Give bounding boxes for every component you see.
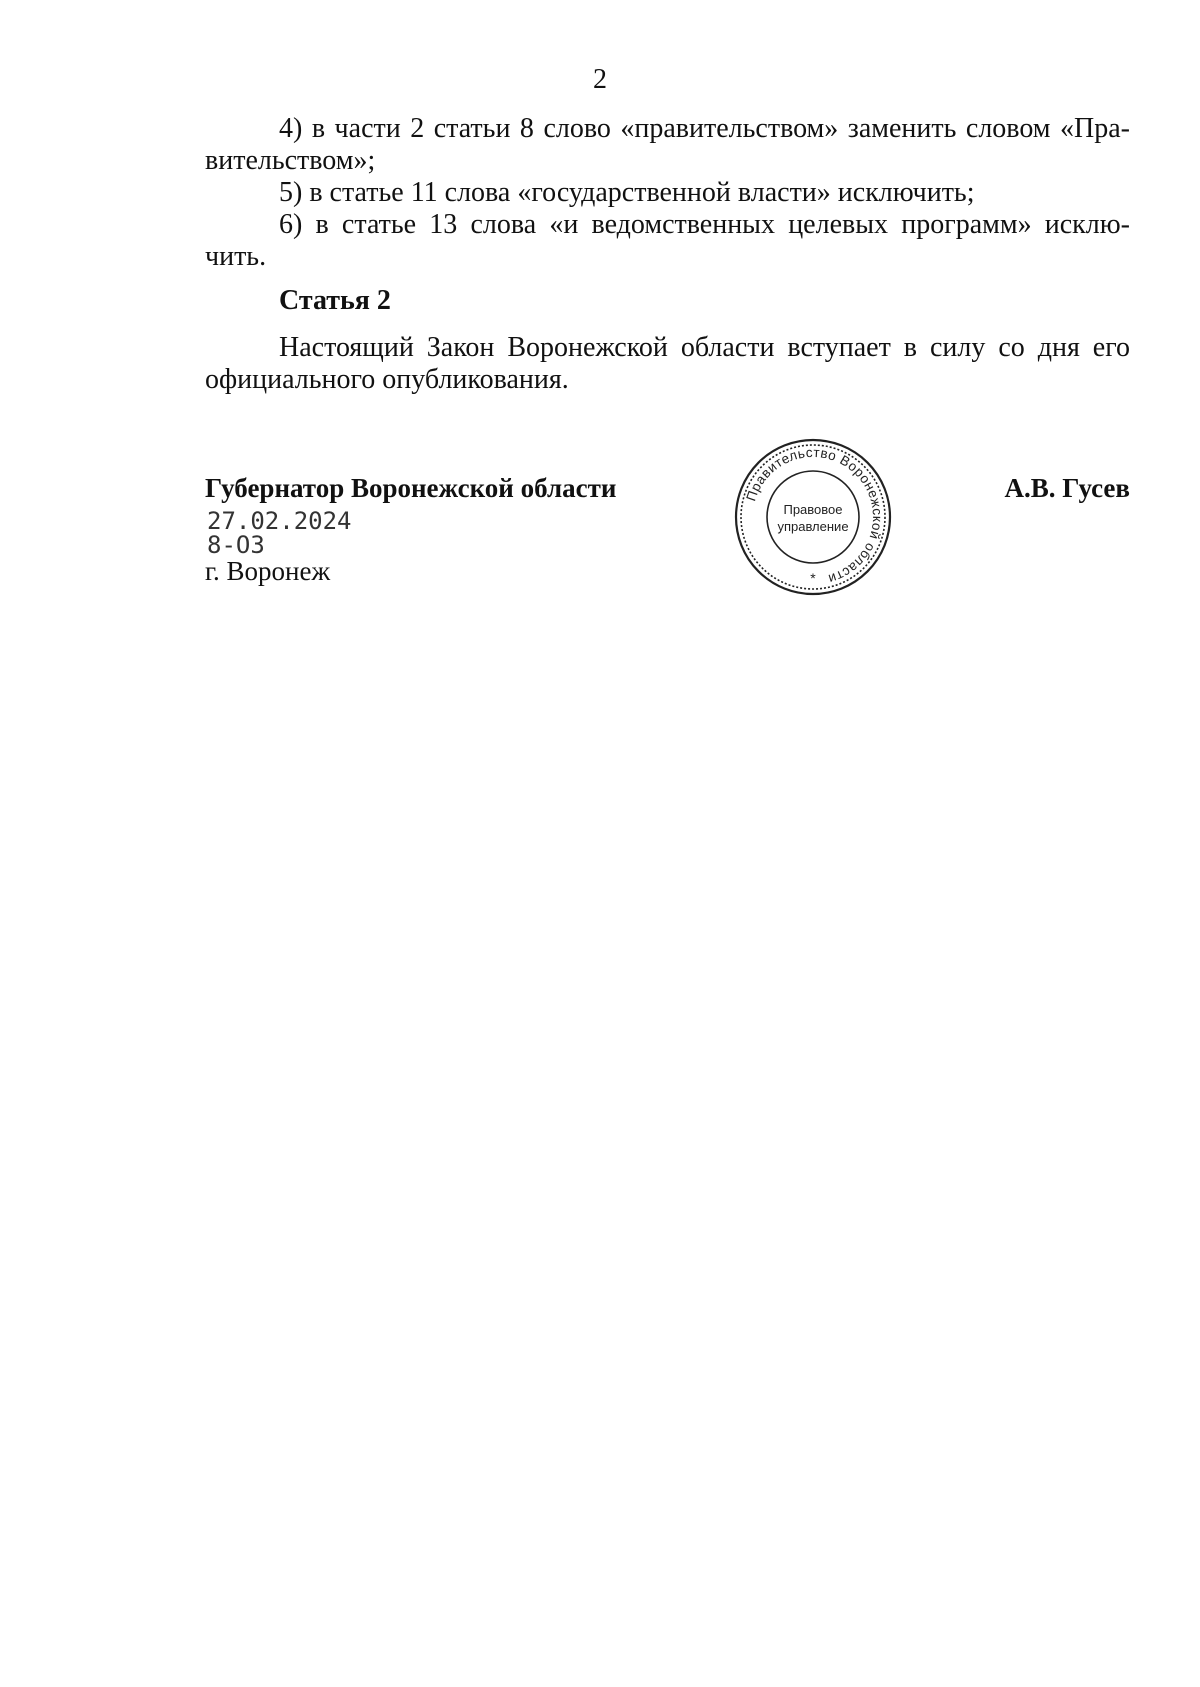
seal-star: * bbox=[810, 570, 816, 586]
item-4-line-1: 4) в части 2 статьи 8 слово «правительством» заменить словом «Пра- bbox=[279, 113, 1130, 144]
item-6-line-2: чить. bbox=[205, 241, 267, 272]
item-5: 5) в статье 11 слова «государственной власти» исключить; bbox=[279, 177, 975, 208]
seal-center-line-2: управление bbox=[777, 519, 849, 534]
seal-center-line-1: Правовое bbox=[783, 502, 843, 517]
official-seal bbox=[733, 437, 893, 597]
article-2-heading: Статья 2 bbox=[279, 285, 391, 316]
law-number: 8-ОЗ bbox=[207, 531, 265, 559]
seal-ring-text: Правительство Воронежской области bbox=[743, 444, 886, 587]
signatory-name: А.В. Гусев bbox=[1004, 473, 1130, 503]
page-number: 2 bbox=[593, 64, 607, 95]
amendments-list bbox=[205, 113, 1130, 273]
city: г. Воронеж bbox=[205, 556, 331, 586]
article-2-body bbox=[205, 332, 1130, 396]
signatory-title: Губернатор Воронежской области bbox=[205, 473, 617, 503]
law-date: 27.02.2024 bbox=[207, 507, 352, 535]
article-2-text: Настоящий Закон Воронежской области вступает в силу со дня его официального опубликования. bbox=[205, 332, 1130, 395]
item-6-line-1: 6) в статье 13 слова «и ведомственных целевых программ» исклю- bbox=[279, 209, 1130, 240]
item-4-line-2: вительством»; bbox=[205, 145, 376, 176]
